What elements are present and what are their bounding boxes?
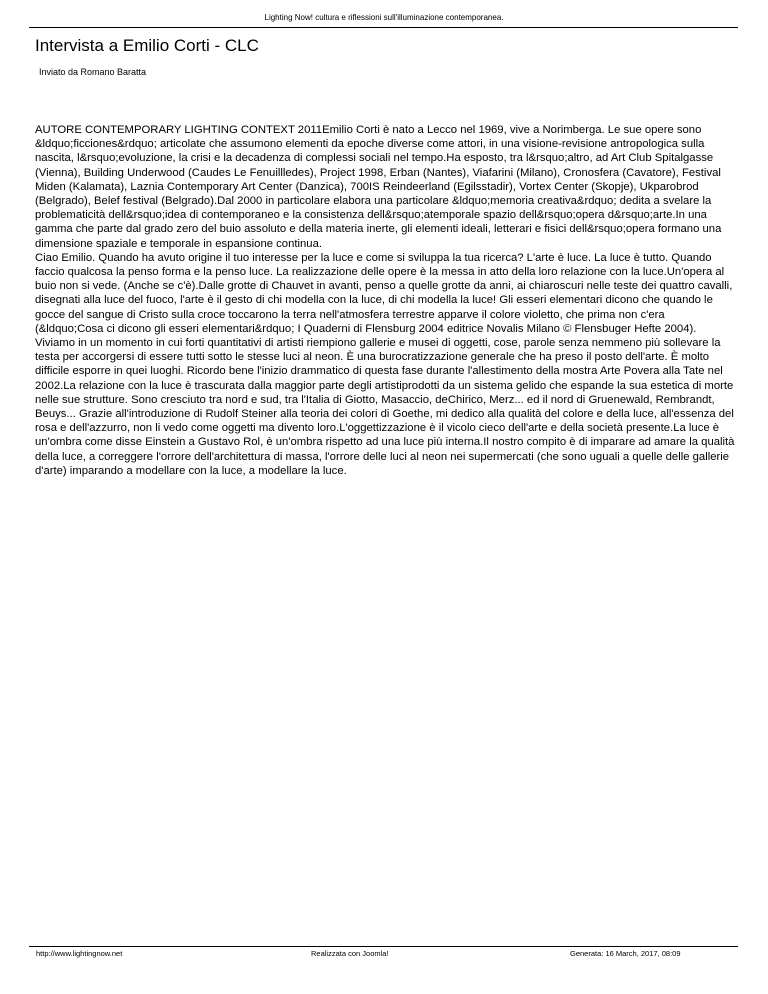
footer-generated-date: Generata: 16 March, 2017, 08:09 [570, 949, 681, 958]
author-line: Inviato da Romano Baratta [39, 67, 147, 77]
article-paragraph-interview: Ciao Emilio. Quando ha avuto origine il tuo interesse per la luce e come si sviluppa la tua ricerca? L'arte è luce. La luce è tutto. Quando faccio qualcosa la penso forma e la penso luce. La realizzazione delle opere è la messa in atto della loro relazione con la luce.Un'opera al buio non si vede. (Anche se c'è).Dalle grotte di Chauvet in avanti, penso a quelle grotte da anni, ai chiaroscuri nelle teste dei quattro cavalli, disegnati alla luce del fuoco, l'arte è il gesto di chi modella con la luce, di chi modella la luce! Gli esseri elementari dicono che quando le gocce del sangue di Cristo sulla croce toccarono la terra nell'atmosfera terrestre apparve il colore violetto, che prima non c'era (&ldquo;Cosa ci dicono gli esseri elementari&rdquo; I Quaderni di Flensburg 2004 editrice Novalis Milano © Flensbuger Hefte 2004). Viviamo in un momento in cui forti quantitativi di artisti riempiono gallerie e musei di oggetti, cose, parole senza nemmeno più sollevare la testa per accorgersi di essere tutti sotto le stesse luci al neon. È una burocratizzazione generale che ha preso il posto dell'arte. È molto difficile esporre in quei luoghi. Ricordo bene l'inizio drammatico di questa fase durante l'allestimento della mostra Arte Povera alla Tate nel 2002.La relazione con la luce è trascurata dalla maggior parte degli artistiprodotti da un sistema gelido che espande la sua estetica di morte nelle sue strutture. Sono cresciuto tra nord e sud, tra l'Italia di Giotto, Masaccio, deChirico, Merz... ed il nord di Gruenewald, Rembrandt, Beuys... Grazie all'introduzione di Rudolf Steiner alla teoria dei colori di Goethe, mi dedico alla qualità del colore e della luce, all'essenza del rosa e dell'azzurro, non li vedo come oggetti ma divento loro.L'oggettizzazione è il vicolo cieco dell'arte e della società presente.La luce è un'ombra come disse Einstein a Gustavo Rol, è un'ombra rispetto ad una luce più interna.Il nostro compito è di imparare ad amare la qualità della luce, a correggere l'orrore dell'architettura di massa, l'orrore delle luci al neon nei supermercati (che sono uguali a quelle delle gallerie d'arte) imparando a modellare con la luce, a modellare la luce. [35, 251, 735, 477]
article-title: Intervista a Emilio Corti - CLC [35, 36, 259, 55]
header-divider [29, 27, 738, 28]
article-body [35, 123, 736, 478]
footer-credit: Realizzata con Joomla! [311, 949, 389, 958]
footer-divider [29, 946, 738, 947]
footer-site-url: http://www.lightingnow.net [36, 949, 123, 958]
article-paragraph-bio: AUTORE CONTEMPORARY LIGHTING CONTEXT 2011Emilio Corti è nato a Lecco nel 1969, vive a Norimberga. Le sue opere sono &ldquo;ficciones&rdquo; articolate che assumono elementi da epoche diverse come attori, in una visione-revisione antropologica sulla nascita, l&rsquo;evoluzione, la crisi e la decadenza di complessi sociali nel tempo.Ha esposto, tra l&rsquo;altro, ad Art Club Spitalgasse (Vienna), Building Underwood (Caudes Le Fenuillledes), Project 1998, Erban (Nantes), Viafarini (Milano), Cronosfera (Cavatore), Festival Miden (Kalamata), Laznia Contemporary Art Center (Danzica), 700IS Reindeerland (Egilsstadir), Vortex Center (Skopje), Ukparobrod (Belgrado), Belef festival (Belgrado).Dal 2000 in particolare elabora una particolare &ldquo;memoria creativa&rdquo; dedita a svelare la problematicità dell&rsquo;idea di contemporaneo e la consistenza dell&rsquo;atemporale spazio dell&rsquo;opera d&rsquo;arte.In una gamma che parte dal grado zero del buio assoluto e della materia inerte, gli elementi ideali, letterari e fisici dell&rsquo;opera formano una dimensione spaziale e temporale in espansione continua. [35, 124, 722, 250]
site-tagline: Lighting Now! cultura e riflessioni sull'illuminazione contemporanea. [264, 13, 504, 22]
